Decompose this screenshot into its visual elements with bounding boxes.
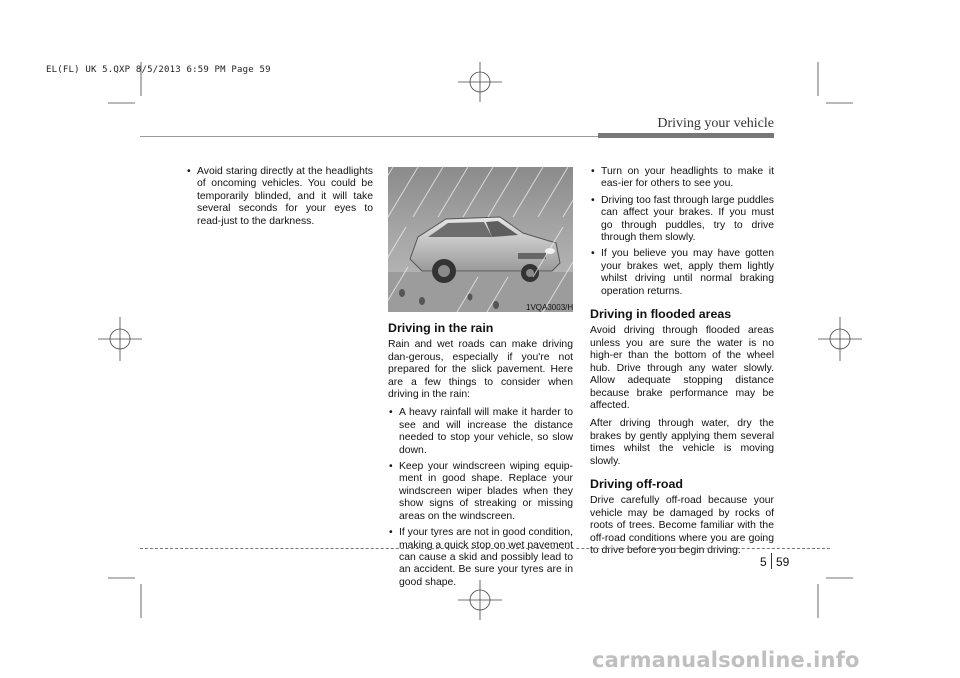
bullet-item: • A heavy rainfall will make it harder to see and will increase the distance needed to stop your vehicle, so slow down. [388,407,573,457]
registration-mark-right [818,317,862,361]
column-3 [590,166,774,563]
image-code-caption: 1VQA3003/H [526,303,574,312]
bullet-list-1 [186,166,373,228]
column-1 [186,166,373,232]
heading-driving-in-rain: Driving in the rain [388,321,494,335]
car-in-rain-illustration [388,167,573,312]
registration-mark-top [458,62,502,102]
bullet-item: • Avoid staring directly at the headlights of oncoming vehicles. You could be temporarily blinded, and it will take several seconds for your eyes to read-just to the darkness. [186,166,373,228]
bullet-item: • Turn on your headlights to make it eas-ier for others to see you. [590,166,774,191]
print-slug: EL(FL) UK 5.QXP 8/5/2013 6:59 PM Page 59 [46,65,271,75]
footer-dashed-rule [140,548,830,549]
site-watermark: carmanualsonline.info [592,648,860,672]
bullet-list-3 [590,166,774,298]
offroad-paragraph: Drive carefully off-road because your vehicle may be damaged by rocks of roots of trees. Become familiar with the off-road conditions where you are going to drive before you begin driving. [590,495,774,556]
heading-flooded-areas: Driving in flooded areas [590,307,732,322]
column-2 [388,318,573,593]
registration-mark-left [98,317,142,361]
bullet-list-2 [388,407,573,589]
section-title: Driving your vehicle [657,116,774,131]
flooded-paragraph-2: After driving through water, dry the brakes by gently applying them several times whilst the vehicle is moving slowly. [590,418,774,467]
rain-car-photo [388,167,573,312]
flooded-paragraph-1: Avoid driving through flooded areas unless you are sure the water is no high-er than the bottom of the wheel hub. Drive through any water slowly. Allow adequate stopping distance because brake performance may be affected. [590,325,774,411]
page-number-separator [771,553,772,569]
chapter-number: 5 [760,555,767,569]
header-accent-bar [598,133,774,138]
page-number: 59 [776,555,790,569]
bullet-item: • Keep your windscreen wiping equip-ment in good shape. Replace your windscreen wiper blades when they show signs of streaking or missing areas on the windscreen. [388,461,573,523]
bullet-item: • If your tyres are not in good condition, making a quick stop on wet pavement can cause a skid and possibly lead to an accident. Be sure your tyres are in good shape. [388,527,573,589]
bullet-item: • If you believe you may have gotten your brakes wet, apply them lightly whilst driving until normal braking operation returns. [590,248,774,298]
rain-intro-paragraph: Rain and wet roads can make driving dan-gerous, especially if you're not prepared for the slick pavement. Here are a few things to consider when driving in the rain: [388,339,573,401]
bullet-item: • Driving too fast through large puddles can affect your brakes. If you must go through puddles, try to drive through them slowly. [590,195,774,245]
heading-off-road: Driving off-road [590,476,683,491]
